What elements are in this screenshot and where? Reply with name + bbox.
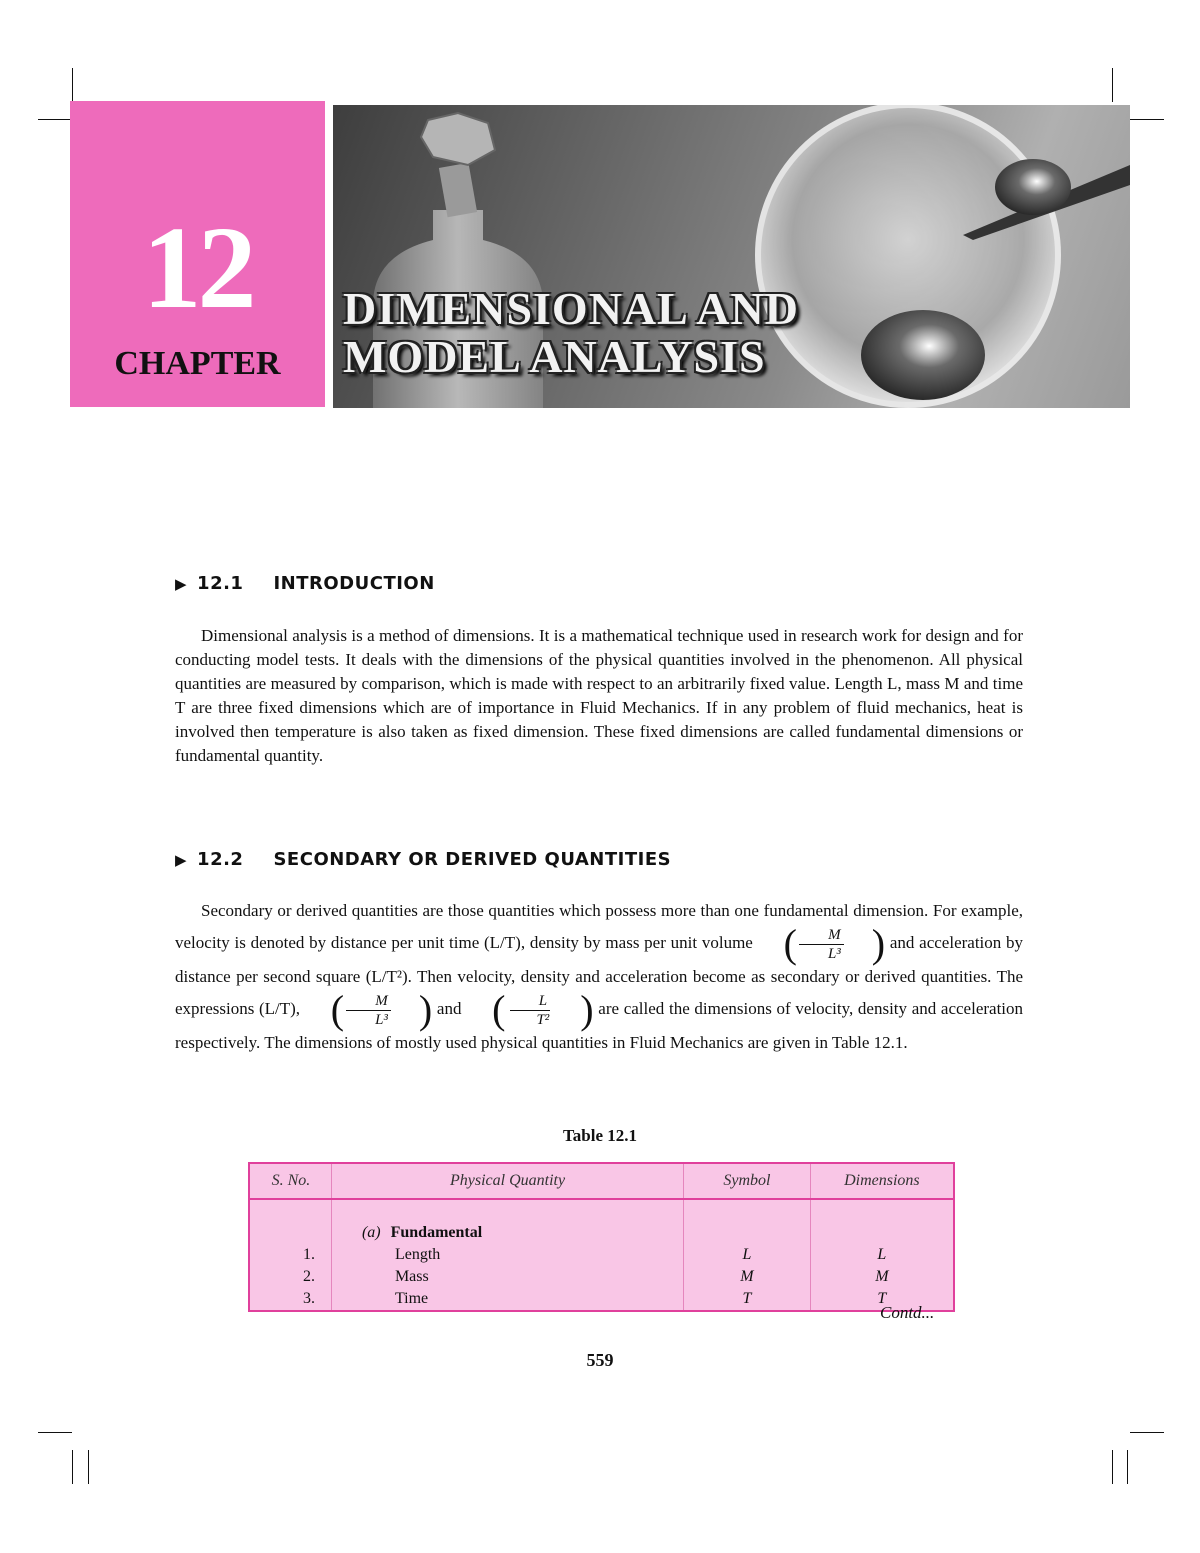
header-dimensions: Dimensions xyxy=(810,1163,954,1199)
chapter-title xyxy=(343,285,799,382)
row-dimensions: T xyxy=(877,1290,887,1307)
chapter-box xyxy=(70,101,325,407)
chapter-title-line-1: DIMENSIONAL AND xyxy=(343,283,799,334)
fraction-numerator: M xyxy=(799,926,844,945)
crop-mark xyxy=(1112,1450,1113,1484)
paragraph-text-part-a: Secondary or derived quantities are those quantities which possess more than one fundamental dimension. For example, velocity is denoted by distance per unit time (L/T), density by mass per unit volume xyxy=(175,901,1023,952)
row-dimensions: L xyxy=(877,1246,887,1263)
row-quantity: Mass xyxy=(331,1266,683,1288)
chapter-number: 12 xyxy=(142,202,253,333)
dimensions-table xyxy=(248,1162,955,1312)
crop-mark xyxy=(1130,1432,1164,1433)
introduction-paragraph xyxy=(175,624,1023,768)
paragraph-text: Dimensional analysis is a method of dimensions. It is a mathematical technique used in research work for design and for conducting model tests. It deals with the dimensions of the physical quantities involved in the phenomenon. All physical quantities are measured by comparison, which is made with respect to an arbitrarily fixed value. Length L, mass M and time T are three fixed dimensions which are of importance in Fluid Mechanics. If in any problem of fluid mechanics, heat is involved then temperature is also taken as fixed dimension. These fixed dimensions are called fundamental dimensions or fundamental quantity. xyxy=(175,626,1023,765)
fraction-numerator: L xyxy=(510,992,550,1011)
crop-mark xyxy=(38,119,72,120)
table-title: Table 12.1 xyxy=(562,1126,637,1145)
chapter-hero-image xyxy=(333,105,1130,408)
table-spacer-row xyxy=(249,1199,954,1222)
play-arrow-icon: ▶ xyxy=(175,575,188,593)
crop-mark xyxy=(1112,68,1113,102)
chapter-label: CHAPTER xyxy=(114,345,281,382)
section-title: INTRODUCTION xyxy=(273,573,435,594)
section-heading-introduction xyxy=(175,573,435,594)
row-quantity: Time xyxy=(331,1288,683,1311)
crop-mark xyxy=(1127,1450,1128,1484)
group-label: (a) xyxy=(361,1224,381,1241)
row-symbol: T xyxy=(684,1288,811,1311)
table-row xyxy=(249,1266,954,1288)
crop-mark xyxy=(1130,119,1164,120)
play-arrow-icon: ▶ xyxy=(175,851,188,869)
paragraph-text-part-d: are called the dimensions of velocity, density and acceleration respectively. The dimensions of mostly used physical quantities in Fluid Mechanics are given in Table 12.1. xyxy=(175,998,1024,1052)
fraction-denominator: L³ xyxy=(827,945,841,962)
row-sno: 3. xyxy=(249,1288,331,1311)
row-symbol: L xyxy=(684,1244,811,1266)
crop-mark xyxy=(72,68,73,102)
row-sno: 1. xyxy=(249,1244,331,1266)
row-sno: 2. xyxy=(249,1266,331,1288)
table-row xyxy=(249,1244,954,1266)
density-fraction: ( $\frac{M}{\text{L³}}$ ) xyxy=(330,987,433,1032)
acceleration-fraction: ( $\frac{L}{\text{T²}}$ ) xyxy=(492,987,594,1032)
paragraph-text-part-b: and acceleration by distance per second square (L/T²). Then velocity, density and acceleration become as secondary or derived quantities. The expressions (L/T), xyxy=(175,932,1024,1018)
row-quantity: Length xyxy=(331,1244,683,1266)
crop-mark xyxy=(88,1450,89,1484)
row-dimensions: M xyxy=(875,1268,889,1285)
secondary-quantities-paragraph xyxy=(175,898,1023,1056)
table-continued-note: Contd... xyxy=(880,1303,935,1322)
crop-mark xyxy=(38,1432,72,1433)
paragraph-text-part-c: and xyxy=(436,998,462,1018)
header-sno: S. No. xyxy=(249,1163,331,1199)
table-header-row xyxy=(249,1163,954,1199)
density-fraction: ( $\frac{M}{\text{L³}}$ ) xyxy=(783,921,886,966)
fraction-denominator: L³ xyxy=(375,1011,388,1028)
crop-mark xyxy=(72,1450,73,1484)
header-quantity: Physical Quantity xyxy=(331,1163,683,1199)
section-title: SECONDARY OR DERIVED QUANTITIES xyxy=(273,849,672,870)
fraction-denominator: T² xyxy=(536,1011,550,1028)
row-symbol: M xyxy=(684,1266,811,1288)
table-group-row xyxy=(249,1222,954,1244)
section-number: 12.2 xyxy=(197,849,244,870)
section-number: 12.1 xyxy=(197,573,244,594)
table-row xyxy=(249,1288,954,1311)
section-heading-secondary-quantities xyxy=(175,849,671,870)
page-number: 559 xyxy=(586,1350,614,1370)
chapter-title-line-2: MODEL ANALYSIS xyxy=(343,331,766,383)
header-symbol: Symbol xyxy=(684,1163,811,1199)
fraction-numerator: M xyxy=(346,992,391,1011)
group-title: Fundamental xyxy=(390,1224,483,1241)
